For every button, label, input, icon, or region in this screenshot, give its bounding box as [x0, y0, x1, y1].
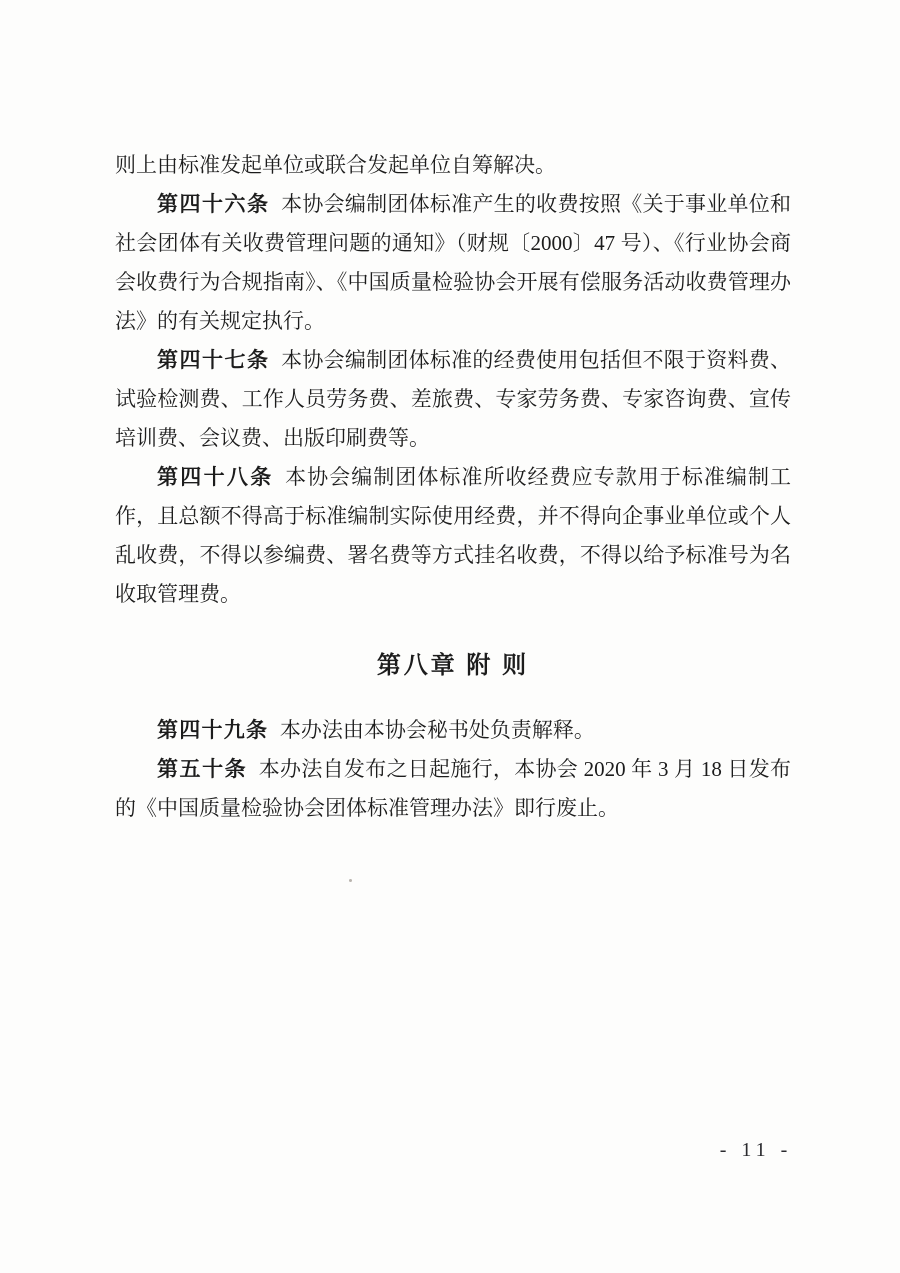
paragraph-text: 则上由标准发起单位或联合发起单位自筹解决。	[115, 153, 556, 177]
paragraph-text: 本协会编制团体标准所收经费应专款用于标准编制工作，且总额不得高于标准编制实际使用经费，并不得向企事业单位或个人乱收费，不得以参编费、署名费等方式挂名收费，不得以给予标准号为名收取管理费。	[115, 465, 791, 606]
paragraph-article-47	[115, 341, 791, 458]
paragraph-article-46	[115, 185, 791, 341]
article-term: 第四十九条	[157, 718, 269, 742]
paragraph-article-50	[115, 750, 791, 828]
article-term: 第五十条	[157, 757, 248, 781]
paragraph-text: 本协会编制团体标准产生的收费按照《关于事业单位和社会团体有关收费管理问题的通知》（财规〔2000〕47 号）、《行业协会商会收费行为合规指南》、《中国质量检验协会开展有偿服务活动收费管理办法》的有关规定执行。	[115, 192, 791, 333]
chapter-heading: 第八章 附 则	[376, 653, 530, 679]
article-term: 第四十七条	[157, 348, 270, 372]
paragraph-continuation	[115, 146, 791, 185]
paragraph-text: 本协会编制团体标准的经费使用包括但不限于资料费、试验检测费、工作人员劳务费、差旅费、专家劳务费、专家咨询费、宣传培训费、会议费、出版印刷费等。	[115, 348, 791, 450]
article-term: 第四十六条	[157, 192, 270, 216]
paragraph-article-48	[115, 458, 791, 614]
paragraph-article-49	[115, 711, 791, 750]
paragraph-text: 本办法由本协会秘书处负责解释。	[279, 718, 595, 742]
paragraph-text: 本办法自发布之日起施行，本协会 2020 年 3 月 18 日发布的《中国质量检验协会团体标准管理办法》即行废止。	[115, 757, 791, 820]
article-term: 第四十八条	[157, 465, 274, 489]
scan-speck	[349, 879, 352, 882]
page-number: - 11 -	[719, 1139, 793, 1161]
document-body	[115, 146, 791, 828]
